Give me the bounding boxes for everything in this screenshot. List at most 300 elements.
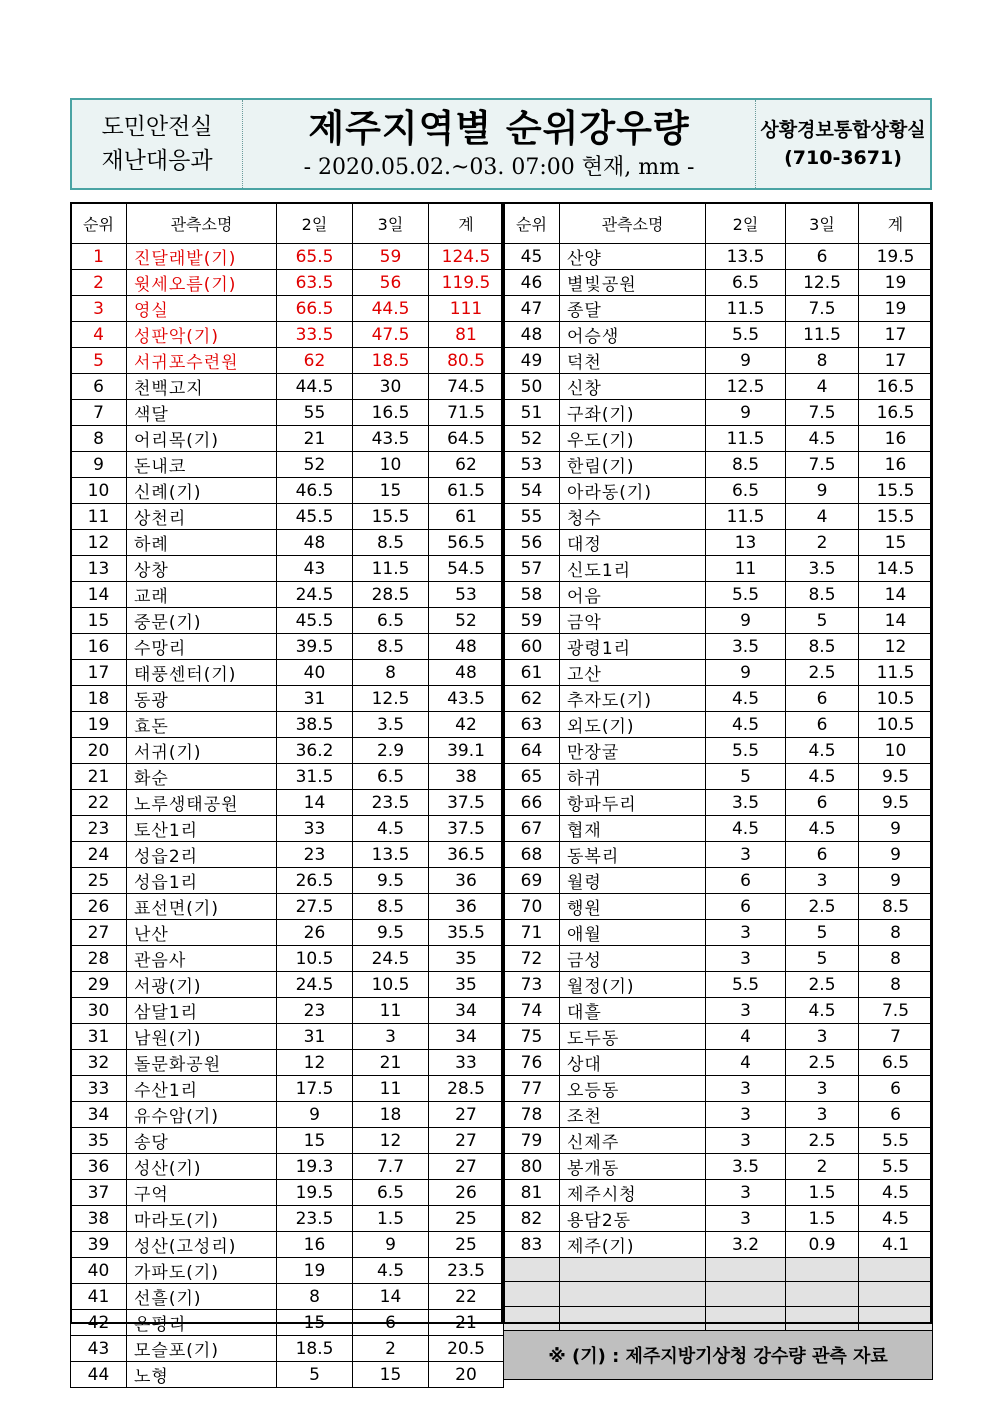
day2-cell: 4.5 xyxy=(706,686,786,712)
station-cell: 고산 xyxy=(560,660,706,686)
day3-cell: 21 xyxy=(353,1050,429,1076)
total-cell: 17 xyxy=(859,322,933,348)
day2-cell: 9 xyxy=(706,348,786,374)
total-cell: 10.5 xyxy=(859,712,933,738)
station-cell: 서귀(기) xyxy=(127,738,277,764)
col-station: 관측소명 xyxy=(127,203,277,244)
table-row xyxy=(504,660,933,686)
total-cell: 5.5 xyxy=(859,1154,933,1180)
day2-cell: 27.5 xyxy=(277,894,353,920)
day2-cell: 5.5 xyxy=(706,972,786,998)
station-cell: 난산 xyxy=(127,920,277,946)
table-row xyxy=(71,374,504,400)
rank-cell: 19 xyxy=(71,712,127,738)
total-cell: 16.5 xyxy=(859,374,933,400)
empty-cell xyxy=(786,1258,859,1282)
table-row xyxy=(71,972,504,998)
day3-cell: 3 xyxy=(786,868,859,894)
day2-cell: 39.5 xyxy=(277,634,353,660)
station-cell: 대흘 xyxy=(560,998,706,1024)
col-station: 관측소명 xyxy=(560,203,706,244)
total-cell: 8 xyxy=(859,946,933,972)
total-cell: 39.1 xyxy=(429,738,504,764)
rank-cell: 62 xyxy=(504,686,560,712)
rank-cell: 83 xyxy=(504,1232,560,1258)
table-row xyxy=(71,504,504,530)
total-cell: 25 xyxy=(429,1206,504,1232)
table-row xyxy=(71,764,504,790)
day3-cell: 7.5 xyxy=(786,400,859,426)
day2-cell: 45.5 xyxy=(277,504,353,530)
day3-cell: 8 xyxy=(786,348,859,374)
day2-cell: 43 xyxy=(277,556,353,582)
total-cell: 20.5 xyxy=(429,1336,504,1362)
table-row xyxy=(71,582,504,608)
empty-row xyxy=(504,1306,933,1330)
rank-cell: 64 xyxy=(504,738,560,764)
rank-cell: 23 xyxy=(71,816,127,842)
rank-cell: 55 xyxy=(504,504,560,530)
rank-cell: 63 xyxy=(504,712,560,738)
total-cell: 54.5 xyxy=(429,556,504,582)
station-cell: 효돈 xyxy=(127,712,277,738)
rank-cell: 17 xyxy=(71,660,127,686)
day3-cell: 4.5 xyxy=(786,998,859,1024)
day2-cell: 13 xyxy=(706,530,786,556)
day2-cell: 3.5 xyxy=(706,1154,786,1180)
empty-cell xyxy=(560,1282,706,1306)
table-row xyxy=(71,608,504,634)
day2-cell: 21 xyxy=(277,426,353,452)
empty-cell xyxy=(859,1306,933,1330)
day2-cell: 44.5 xyxy=(277,374,353,400)
station-cell: 관음사 xyxy=(127,946,277,972)
total-cell: 14 xyxy=(859,608,933,634)
day2-cell: 36.2 xyxy=(277,738,353,764)
day2-cell: 5 xyxy=(277,1362,353,1388)
day3-cell: 12 xyxy=(353,1128,429,1154)
table-row xyxy=(504,1102,933,1128)
table-row xyxy=(71,712,504,738)
day3-cell: 47.5 xyxy=(353,322,429,348)
day2-cell: 9 xyxy=(706,660,786,686)
total-cell: 15.5 xyxy=(859,478,933,504)
rank-cell: 79 xyxy=(504,1128,560,1154)
station-cell: 상천리 xyxy=(127,504,277,530)
empty-cell xyxy=(706,1258,786,1282)
day2-cell: 9 xyxy=(277,1102,353,1128)
total-cell: 22 xyxy=(429,1284,504,1310)
table-row xyxy=(71,946,504,972)
day2-cell: 33 xyxy=(277,816,353,842)
station-cell: 어음 xyxy=(560,582,706,608)
table-row xyxy=(504,504,933,530)
total-cell: 27 xyxy=(429,1102,504,1128)
day3-cell: 18 xyxy=(353,1102,429,1128)
total-cell: 20 xyxy=(429,1362,504,1388)
day3-cell: 2 xyxy=(353,1336,429,1362)
day2-cell: 66.5 xyxy=(277,296,353,322)
total-cell: 23.5 xyxy=(429,1258,504,1284)
day3-cell: 9.5 xyxy=(353,868,429,894)
day2-cell: 38.5 xyxy=(277,712,353,738)
day2-cell: 33.5 xyxy=(277,322,353,348)
rank-cell: 24 xyxy=(71,842,127,868)
rank-cell: 4 xyxy=(71,322,127,348)
rank-cell: 5 xyxy=(71,348,127,374)
day3-cell: 11 xyxy=(353,998,429,1024)
day3-cell: 3 xyxy=(786,1102,859,1128)
total-cell: 48 xyxy=(429,660,504,686)
station-cell: 신제주 xyxy=(560,1128,706,1154)
station-cell: 중문(기) xyxy=(127,608,277,634)
day3-cell: 4.5 xyxy=(786,426,859,452)
table-row xyxy=(71,296,504,322)
department-block xyxy=(72,100,243,188)
total-cell: 33 xyxy=(429,1050,504,1076)
total-cell: 6 xyxy=(859,1076,933,1102)
table-row xyxy=(71,1024,504,1050)
rank-cell: 29 xyxy=(71,972,127,998)
day2-cell: 65.5 xyxy=(277,244,353,270)
station-cell: 하귀 xyxy=(560,764,706,790)
total-cell: 7 xyxy=(859,1024,933,1050)
rank-cell: 42 xyxy=(71,1310,127,1336)
rank-cell: 27 xyxy=(71,920,127,946)
rank-cell: 44 xyxy=(71,1362,127,1388)
dept-line1: 도민안전실 xyxy=(101,114,213,140)
day3-cell: 23.5 xyxy=(353,790,429,816)
day3-cell: 1.5 xyxy=(786,1206,859,1232)
total-cell: 71.5 xyxy=(429,400,504,426)
rank-cell: 32 xyxy=(71,1050,127,1076)
empty-row xyxy=(504,1258,933,1282)
total-cell: 80.5 xyxy=(429,348,504,374)
station-cell: 태풍센터(기) xyxy=(127,660,277,686)
total-cell: 6 xyxy=(859,1102,933,1128)
total-cell: 14.5 xyxy=(859,556,933,582)
title-block xyxy=(243,100,755,188)
station-cell: 성판악(기) xyxy=(127,322,277,348)
day2-cell: 13.5 xyxy=(706,244,786,270)
office-block xyxy=(755,100,930,188)
total-cell: 64.5 xyxy=(429,426,504,452)
col-day2: 2일 xyxy=(277,203,353,244)
day2-cell: 11.5 xyxy=(706,426,786,452)
station-cell: 광령1리 xyxy=(560,634,706,660)
rank-cell: 76 xyxy=(504,1050,560,1076)
station-cell: 월정(기) xyxy=(560,972,706,998)
station-cell: 금성 xyxy=(560,946,706,972)
rank-cell: 12 xyxy=(71,530,127,556)
total-cell: 16 xyxy=(859,426,933,452)
rank-cell: 31 xyxy=(71,1024,127,1050)
station-cell: 성산(기) xyxy=(127,1154,277,1180)
day3-cell: 3.5 xyxy=(786,556,859,582)
day3-cell: 6 xyxy=(786,842,859,868)
col-day3: 3일 xyxy=(353,203,429,244)
station-cell: 대정 xyxy=(560,530,706,556)
day3-cell: 7.5 xyxy=(786,452,859,478)
rank-cell: 20 xyxy=(71,738,127,764)
station-cell: 만장굴 xyxy=(560,738,706,764)
table-row xyxy=(71,478,504,504)
day2-cell: 55 xyxy=(277,400,353,426)
day3-cell: 4 xyxy=(786,374,859,400)
table-row xyxy=(71,1310,504,1336)
rank-cell: 53 xyxy=(504,452,560,478)
table-row xyxy=(71,1232,504,1258)
rank-cell: 73 xyxy=(504,972,560,998)
day2-cell: 52 xyxy=(277,452,353,478)
table-row xyxy=(504,296,933,322)
day2-cell: 45.5 xyxy=(277,608,353,634)
rank-cell: 36 xyxy=(71,1154,127,1180)
day3-cell: 18.5 xyxy=(353,348,429,374)
rank-cell: 46 xyxy=(504,270,560,296)
table-row xyxy=(504,686,933,712)
day3-cell: 7.5 xyxy=(786,296,859,322)
rank-cell: 30 xyxy=(71,998,127,1024)
empty-cell xyxy=(504,1258,560,1282)
total-cell: 34 xyxy=(429,1024,504,1050)
station-cell: 도두동 xyxy=(560,1024,706,1050)
col-day2: 2일 xyxy=(706,203,786,244)
day3-cell: 4.5 xyxy=(786,738,859,764)
total-cell: 15.5 xyxy=(859,504,933,530)
total-cell: 62 xyxy=(429,452,504,478)
station-cell: 마라도(기) xyxy=(127,1206,277,1232)
rank-cell: 65 xyxy=(504,764,560,790)
footnote: ※ (기) : 제주지방기상청 강수량 관측 자료 xyxy=(504,1331,933,1380)
total-cell: 4.5 xyxy=(859,1206,933,1232)
day3-cell: 2 xyxy=(786,1154,859,1180)
day2-cell: 3.5 xyxy=(706,634,786,660)
table-row xyxy=(504,1232,933,1258)
total-cell: 19 xyxy=(859,296,933,322)
total-cell: 36 xyxy=(429,868,504,894)
empty-cell xyxy=(859,1282,933,1306)
station-cell: 제주시청 xyxy=(560,1180,706,1206)
day3-cell: 15 xyxy=(353,1362,429,1388)
day2-cell: 31.5 xyxy=(277,764,353,790)
station-cell: 온평리 xyxy=(127,1310,277,1336)
total-cell: 12 xyxy=(859,634,933,660)
rank-cell: 49 xyxy=(504,348,560,374)
rank-cell: 59 xyxy=(504,608,560,634)
empty-cell xyxy=(706,1306,786,1330)
day2-cell: 4 xyxy=(706,1050,786,1076)
total-cell: 56.5 xyxy=(429,530,504,556)
rank-cell: 13 xyxy=(71,556,127,582)
day3-cell: 59 xyxy=(353,244,429,270)
day2-cell: 26.5 xyxy=(277,868,353,894)
station-cell: 돌문화공원 xyxy=(127,1050,277,1076)
rank-cell: 47 xyxy=(504,296,560,322)
day2-cell: 4.5 xyxy=(706,816,786,842)
empty-cell xyxy=(786,1282,859,1306)
rank-cell: 58 xyxy=(504,582,560,608)
station-cell: 수산1리 xyxy=(127,1076,277,1102)
table-row xyxy=(71,452,504,478)
table-row xyxy=(71,868,504,894)
day3-cell: 8.5 xyxy=(353,530,429,556)
station-cell: 성읍1리 xyxy=(127,868,277,894)
station-cell: 송당 xyxy=(127,1128,277,1154)
total-cell: 35 xyxy=(429,972,504,998)
empty-cell xyxy=(560,1258,706,1282)
empty-cell xyxy=(560,1306,706,1330)
day3-cell: 4.5 xyxy=(353,816,429,842)
table-row xyxy=(504,972,933,998)
day3-cell: 3 xyxy=(786,1024,859,1050)
day3-cell: 30 xyxy=(353,374,429,400)
table-row xyxy=(504,1180,933,1206)
station-cell: 하례 xyxy=(127,530,277,556)
station-cell: 동복리 xyxy=(560,842,706,868)
table-row xyxy=(504,1050,933,1076)
table-row xyxy=(71,1102,504,1128)
table-row xyxy=(504,998,933,1024)
station-cell: 남원(기) xyxy=(127,1024,277,1050)
table-row xyxy=(504,738,933,764)
total-cell: 27 xyxy=(429,1154,504,1180)
day2-cell: 19 xyxy=(277,1258,353,1284)
day3-cell: 9 xyxy=(353,1232,429,1258)
col-rank: 순위 xyxy=(71,203,127,244)
office-phone: (710-3671) xyxy=(784,147,902,169)
station-cell: 오등동 xyxy=(560,1076,706,1102)
total-cell: 14 xyxy=(859,582,933,608)
rank-cell: 61 xyxy=(504,660,560,686)
rank-cell: 54 xyxy=(504,478,560,504)
rank-cell: 34 xyxy=(71,1102,127,1128)
total-cell: 17 xyxy=(859,348,933,374)
day2-cell: 12.5 xyxy=(706,374,786,400)
day3-cell: 6 xyxy=(353,1310,429,1336)
day3-cell: 12.5 xyxy=(353,686,429,712)
table-row xyxy=(71,738,504,764)
table-row xyxy=(71,998,504,1024)
rank-cell: 6 xyxy=(71,374,127,400)
rank-cell: 18 xyxy=(71,686,127,712)
table-row xyxy=(504,478,933,504)
station-cell: 화순 xyxy=(127,764,277,790)
station-cell: 월령 xyxy=(560,868,706,894)
station-cell: 서광(기) xyxy=(127,972,277,998)
table-row xyxy=(504,1024,933,1050)
day2-cell: 23.5 xyxy=(277,1206,353,1232)
rank-cell: 45 xyxy=(504,244,560,270)
table-row xyxy=(504,1076,933,1102)
table-row xyxy=(71,1154,504,1180)
day3-cell: 3 xyxy=(786,1076,859,1102)
day3-cell: 4 xyxy=(786,504,859,530)
rank-cell: 8 xyxy=(71,426,127,452)
station-cell: 외도(기) xyxy=(560,712,706,738)
table-row xyxy=(71,322,504,348)
total-cell: 124.5 xyxy=(429,244,504,270)
total-cell: 19 xyxy=(859,270,933,296)
rank-cell: 66 xyxy=(504,790,560,816)
total-cell: 61 xyxy=(429,504,504,530)
station-cell: 어리목(기) xyxy=(127,426,277,452)
station-cell: 삼달1리 xyxy=(127,998,277,1024)
rank-cell: 68 xyxy=(504,842,560,868)
empty-row xyxy=(504,1282,933,1306)
day2-cell: 31 xyxy=(277,686,353,712)
table-row xyxy=(71,894,504,920)
day3-cell: 2.5 xyxy=(786,894,859,920)
total-cell: 9.5 xyxy=(859,764,933,790)
rank-cell: 16 xyxy=(71,634,127,660)
total-cell: 9 xyxy=(859,868,933,894)
rank-cell: 78 xyxy=(504,1102,560,1128)
total-cell: 19.5 xyxy=(859,244,933,270)
day3-cell: 8 xyxy=(353,660,429,686)
total-cell: 4.5 xyxy=(859,1180,933,1206)
day3-cell: 1.5 xyxy=(353,1206,429,1232)
empty-cell xyxy=(504,1282,560,1306)
day2-cell: 24.5 xyxy=(277,582,353,608)
office-name: 상황경보통합상황실 xyxy=(760,119,926,141)
table-row xyxy=(504,608,933,634)
day2-cell: 17.5 xyxy=(277,1076,353,1102)
day3-cell: 4.5 xyxy=(786,816,859,842)
day3-cell: 5 xyxy=(786,946,859,972)
total-cell: 53 xyxy=(429,582,504,608)
table-row xyxy=(71,348,504,374)
table-row xyxy=(71,920,504,946)
day2-cell: 23 xyxy=(277,842,353,868)
table-row xyxy=(71,790,504,816)
day3-cell: 4.5 xyxy=(786,764,859,790)
total-cell: 5.5 xyxy=(859,1128,933,1154)
total-cell: 10.5 xyxy=(859,686,933,712)
rank-cell: 26 xyxy=(71,894,127,920)
day3-cell: 10.5 xyxy=(353,972,429,998)
empty-cell xyxy=(859,1258,933,1282)
day3-cell: 8.5 xyxy=(786,582,859,608)
empty-cell xyxy=(706,1282,786,1306)
total-cell: 26 xyxy=(429,1180,504,1206)
station-cell: 신도1리 xyxy=(560,556,706,582)
day3-cell: 43.5 xyxy=(353,426,429,452)
rank-cell: 56 xyxy=(504,530,560,556)
day3-cell: 5 xyxy=(786,920,859,946)
station-cell: 서귀포수련원 xyxy=(127,348,277,374)
rank-cell: 38 xyxy=(71,1206,127,1232)
day2-cell: 3 xyxy=(706,842,786,868)
day2-cell: 11 xyxy=(706,556,786,582)
rank-cell: 57 xyxy=(504,556,560,582)
station-cell: 행원 xyxy=(560,894,706,920)
day3-cell: 28.5 xyxy=(353,582,429,608)
col-total: 계 xyxy=(429,203,504,244)
rank-cell: 74 xyxy=(504,998,560,1024)
station-cell: 성산(고성리) xyxy=(127,1232,277,1258)
header-box xyxy=(70,98,932,190)
station-cell: 구좌(기) xyxy=(560,400,706,426)
rank-cell: 40 xyxy=(71,1258,127,1284)
table-row xyxy=(504,530,933,556)
day2-cell: 5 xyxy=(706,764,786,790)
day3-cell: 9.5 xyxy=(353,920,429,946)
station-cell: 노루생태공원 xyxy=(127,790,277,816)
rank-cell: 33 xyxy=(71,1076,127,1102)
day3-cell: 6.5 xyxy=(353,764,429,790)
table-row xyxy=(504,1154,933,1180)
